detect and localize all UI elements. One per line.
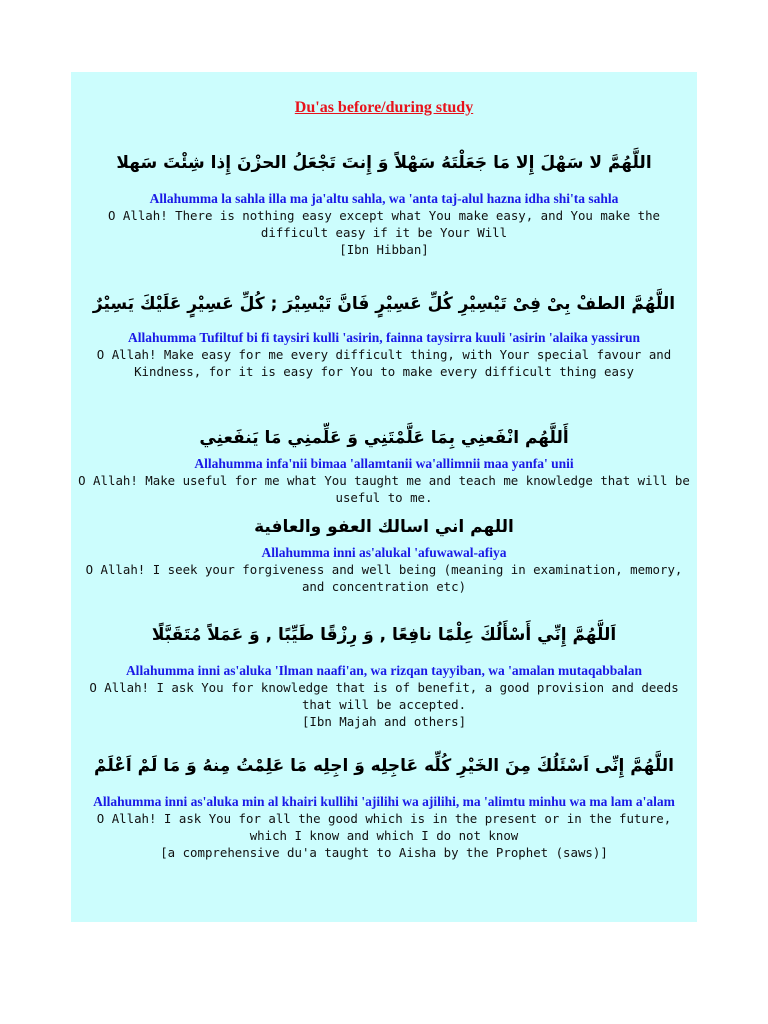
dua-translation: O Allah! There is nothing easy except what You make easy, and You make the difficult easy if it be Your Will — [107, 208, 661, 240]
dua-arabic: اللَّهُمَّ لا سَهْلَ إِلا مَا جَعَلْتَهُ سَهْلاً وَ إِنتَ تَجْعَلُ الحزْنَ إِذا شِئْتَ سَهلا — [116, 153, 652, 173]
dua-arabic: اللهم اني اسالك العفو والعافية — [254, 517, 514, 537]
dua-source: [Ibn Majah and others] — [301, 714, 467, 729]
dua-transliteration: Allahumma inni as'aluka 'Ilman naafi'an, wa rizqan tayyiban, wa 'amalan mutaqabbalan — [125, 663, 643, 678]
dua-block — [77, 513, 691, 595]
dua-arabic: أَللَّهُم انْفَعنِي بِمَا عَلَّمْتَنِي وَ عَلِّمنِي مَا يَنفَعنِي — [199, 428, 569, 448]
dua-block — [77, 290, 691, 380]
dua-translation: O Allah! I ask You for all the good which is in the present or in the future, which I know and which I do not know — [96, 811, 672, 843]
dua-block — [77, 424, 691, 506]
dua-card — [71, 72, 697, 922]
dua-block — [77, 621, 691, 730]
dua-transliteration: Allahumma inni as'alukal 'afuwawal-afiya — [261, 545, 507, 560]
dua-arabic: اللَّهُمَّ الطفْ بِىْ فِىْ تَيْسِيْرِ كُلِّ عَسِيْرٍ فَانَّ تَيْسِيْرَ ; كُلِّ عَسِيْرٍ عَلَيْكَ يَسِيْرٌ — [92, 294, 676, 314]
dua-transliteration: Allahumma infa'nii bimaa 'allamtanii wa'allimnii maa yanfa' unii — [194, 456, 574, 471]
dua-translation: O Allah! I ask You for knowledge that is of benefit, a good provision and deeds that will be accepted. — [89, 680, 679, 712]
dua-transliteration: Allahumma inni as'aluka min al khairi kullihi 'ajilihi wa ajilihi, ma 'alimtu minhu wa ma lam a'alam — [93, 794, 675, 809]
dua-transliteration: Allahumma la sahla illa ma ja'altu sahla, wa 'anta taj-alul hazna idha shi'ta sahla — [149, 191, 619, 206]
dua-source: [Ibn Hibban] — [339, 242, 429, 257]
dua-transliteration: Allahumma Tufiltuf bi fi taysiri kulli 'asirin, fainna taysirra kuuli 'asirin 'alaika yassirun — [128, 330, 640, 345]
dua-arabic: اَللَّهُمَّ إِنِّي أَسْأَلُكَ عِلْمًا نافِعًا , وَ رِزْقًا طَيِّبًا , وَ عَمَلاً مُتَقَبَّلًا — [151, 625, 617, 645]
dua-translation: O Allah! Make useful for me what You taught me and teach me knowledge that will be useful to me. — [78, 473, 690, 505]
dua-source: [a comprehensive du'a taught to Aisha by the Prophet (saws)] — [160, 845, 608, 860]
dua-block — [77, 752, 691, 861]
dua-block — [77, 149, 691, 258]
page-title: Du'as before/during study — [294, 99, 474, 116]
dua-translation: O Allah! Make easy for me every difficult thing, with Your special favour and Kindness, for it is easy for You to make every difficult thing easy — [96, 347, 672, 379]
dua-arabic: اللَّهُمَّ إِنِّى اَسْئَلُكَ مِنَ الخَيْرِ كُلِّه عَاجِلِه وَ اجِلِه مَا عَلِمْتُ مِنهُ وَ مَا لَمْ اَعْلَمْ — [93, 756, 674, 776]
dua-translation: O Allah! I seek your forgiveness and well being (meaning in examination, memory, and concentration etc) — [85, 562, 683, 594]
